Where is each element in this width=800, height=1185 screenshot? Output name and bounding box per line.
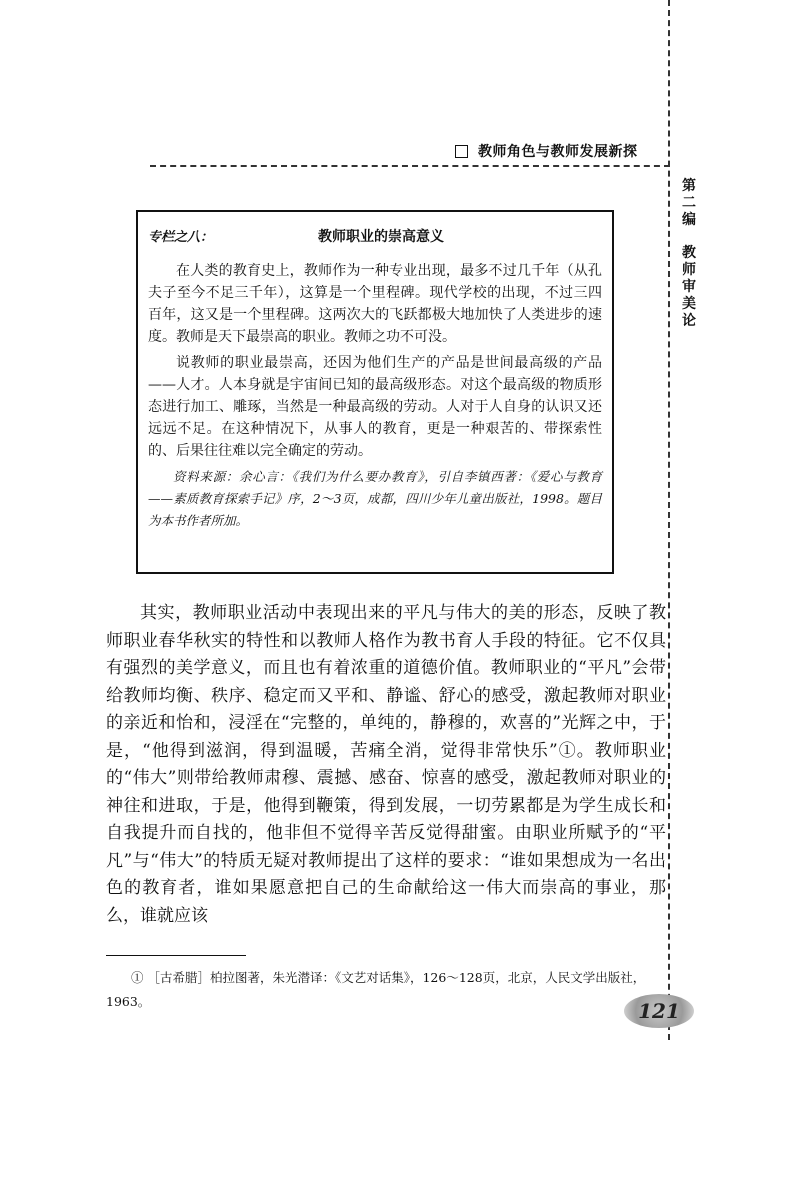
side-char: 第 xyxy=(682,178,696,194)
side-tab xyxy=(678,178,700,330)
page-number: 121 xyxy=(624,994,694,1028)
box-heading xyxy=(148,226,602,246)
box-paragraph: 在人类的教育史上，教师作为一种专业出现，最多不过几千年（从孔夫子至今不足三千年），这算是一个里程碑。现代学校的出现，不过三四百年，这又是一个里程碑。这两次大的飞跃都极大地加快了人类进步的速度。教师是天下最崇高的职业。教师之功不可没。 xyxy=(148,263,602,345)
running-header xyxy=(455,140,670,162)
side-char: 教 xyxy=(682,245,696,261)
box-label: 专栏之八： xyxy=(148,230,214,245)
box-title: 教师职业的崇高意义 xyxy=(318,229,444,245)
side-char: 二 xyxy=(682,195,696,211)
side-char: 审 xyxy=(682,279,696,295)
sidebar-box xyxy=(136,210,614,574)
header-title: 教师角色与教师发展新探 xyxy=(478,144,638,160)
header-dashed-rule xyxy=(150,165,670,167)
footnote-rule xyxy=(106,955,246,956)
side-char: 美 xyxy=(682,296,696,312)
box-source: 资料来源：余心言：《我们为什么要办教育》，引自李镇西著：《爱心与教育——素质教育探索手记》序，2～3页，成都，四川少年儿童出版社，1998。题目为本书作者所加。 xyxy=(148,469,602,528)
box-paragraph: 说教师的职业最崇高，还因为他们生产的产品是世间最高级的产品——人才。人本身就是宇宙间已知的最高级形态。对这个最高级的物质形态进行加工、雕琢，当然是一种最高级的劳动。人对于人自身的认识又还远远不足。在这种情况下，从事人的教育，更是一种艰苦的、带探索性的、后果往往难以完全确定的劳动。 xyxy=(148,355,602,459)
side-char: 编 xyxy=(682,212,696,228)
square-icon xyxy=(455,145,468,158)
footnote: ① ［古希腊］柏拉图著，朱光潜译：《文艺对话集》，126～128页，北京，人民文学出版社，1963。 xyxy=(106,970,646,1009)
side-char: 师 xyxy=(682,262,696,278)
side-char: 论 xyxy=(682,313,696,329)
body-paragraph: 其实，教师职业活动中表现出来的平凡与伟大的美的形态，反映了教师职业春华秋实的特性和以教师人格作为教书育人手段的特征。它不仅具有强烈的美学意义，而且也有着浓重的道德价值。教师职业的“平凡”会带给教师均衡、秩序、稳定而又平和、静谧、舒心的感受，激起教师对职业的亲近和怡和，浸淫在“完整的，单纯的，静穆的，欢喜的”光辉之中，于是，“他得到滋润，得到温暖，苦痛全消，觉得非常快乐”①。教师职业的“伟大”则带给教师肃穆、震撼、感奋、惊喜的感受，激起教师对职业的神往和进取，于是，他得到鞭策，得到发展，一切劳累都是为学生成长和自我提升而自找的，他非但不觉得辛苦反觉得甜蜜。由职业所赋予的“平凡”与“伟大”的特质无疑对教师提出了这样的要求：“谁如果想成为一名出色的教育者，谁如果愿意把自己的生命献给这一伟大而崇高的事业，那么，谁就应该 xyxy=(106,603,666,926)
